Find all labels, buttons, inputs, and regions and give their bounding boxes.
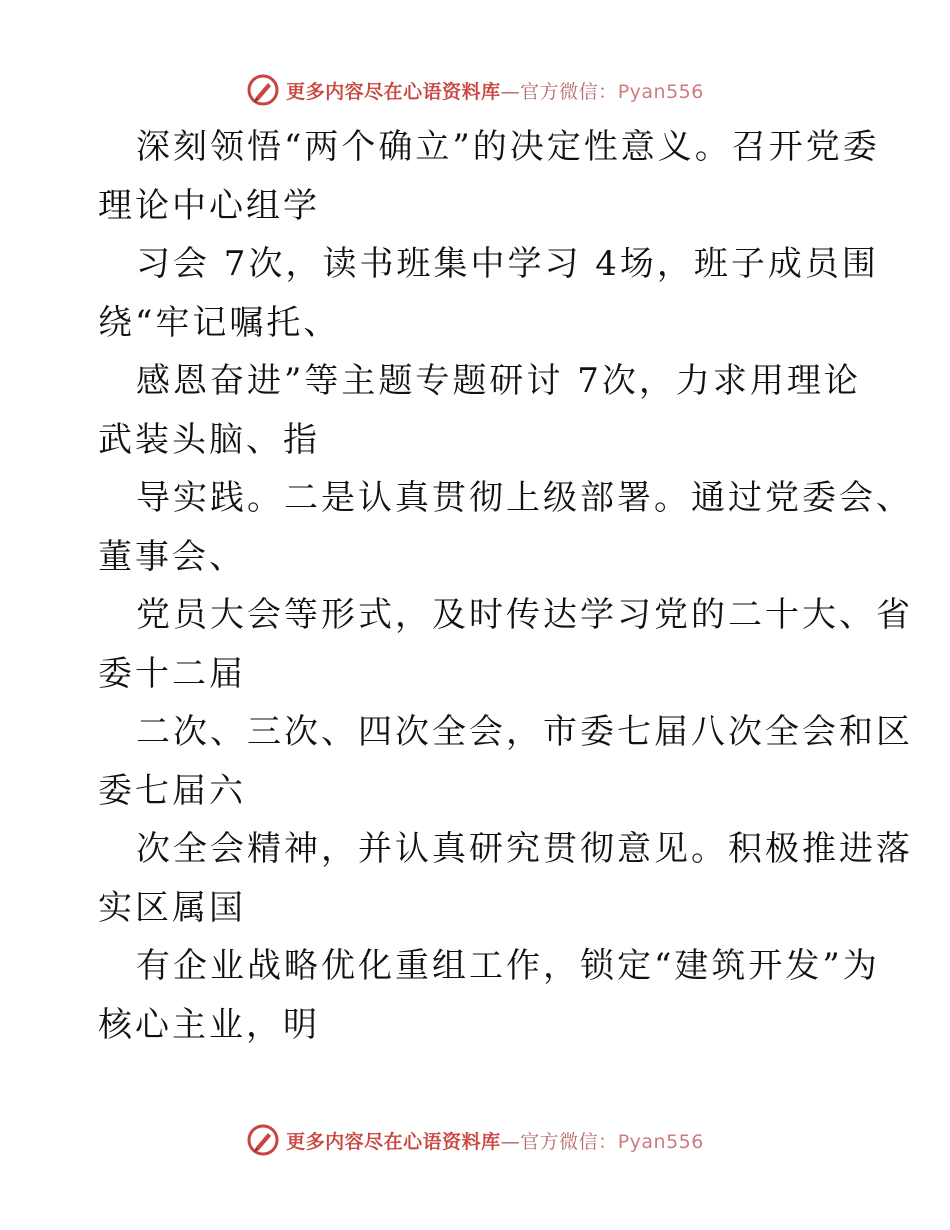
body-line-11: 二次、三次、四次全会，市委七届八次全会和区 <box>136 712 913 752</box>
footer-watermark <box>0 1120 950 1160</box>
body-line-15: 有企业战略优化重组工作，锁定“建筑开发”为 <box>136 946 880 986</box>
watermark-wechat-label: 官方微信： <box>520 1130 618 1153</box>
body-line-5: 感恩奋进”等主题专题研讨 7次，力求用理论 <box>136 361 861 401</box>
watermark-dash: — <box>500 80 521 103</box>
header-watermark <box>0 70 950 110</box>
watermark-brand: 更多内容尽在心语资料库 <box>286 1130 501 1153</box>
body-line-9: 党员大会等形式，及时传达学习党的二十大、省 <box>136 595 913 635</box>
document-body <box>98 118 913 1054</box>
body-line-4: 绕“牢记嘱托、 <box>98 302 341 343</box>
watermark-wechat-id: Pyan556 <box>617 1130 704 1153</box>
body-line-16: 核心主业，明 <box>98 1004 320 1045</box>
watermark-wechat-label: 官方微信： <box>520 80 618 103</box>
body-line-7: 导实践。二是认真贯彻上级部署。通过党委会、 <box>136 478 913 518</box>
body-line-6: 武装头脑、指 <box>98 419 320 460</box>
body-line-1: 深刻领悟“两个确立”的决定性意义。召开党委 <box>136 127 880 167</box>
body-line-14: 实区属国 <box>98 887 246 928</box>
watermark-brand: 更多内容尽在心语资料库 <box>286 80 501 103</box>
body-line-12: 委七届六 <box>98 770 246 811</box>
pen-logo-icon <box>246 73 280 107</box>
body-line-3: 习会 7次，读书班集中学习 4场，班子成员围 <box>136 244 879 284</box>
body-line-2: 理论中心组学 <box>98 185 320 226</box>
watermark-dash: — <box>500 1130 521 1153</box>
watermark-text <box>286 77 704 104</box>
body-line-10: 委十二届 <box>98 653 246 694</box>
body-line-13: 次全会精神，并认真研究贯彻意见。积极推进落 <box>136 829 913 869</box>
watermark-wechat-id: Pyan556 <box>617 80 704 103</box>
body-line-8: 董事会、 <box>98 536 246 577</box>
pen-logo-icon <box>246 1123 280 1157</box>
watermark-text <box>286 1127 704 1154</box>
